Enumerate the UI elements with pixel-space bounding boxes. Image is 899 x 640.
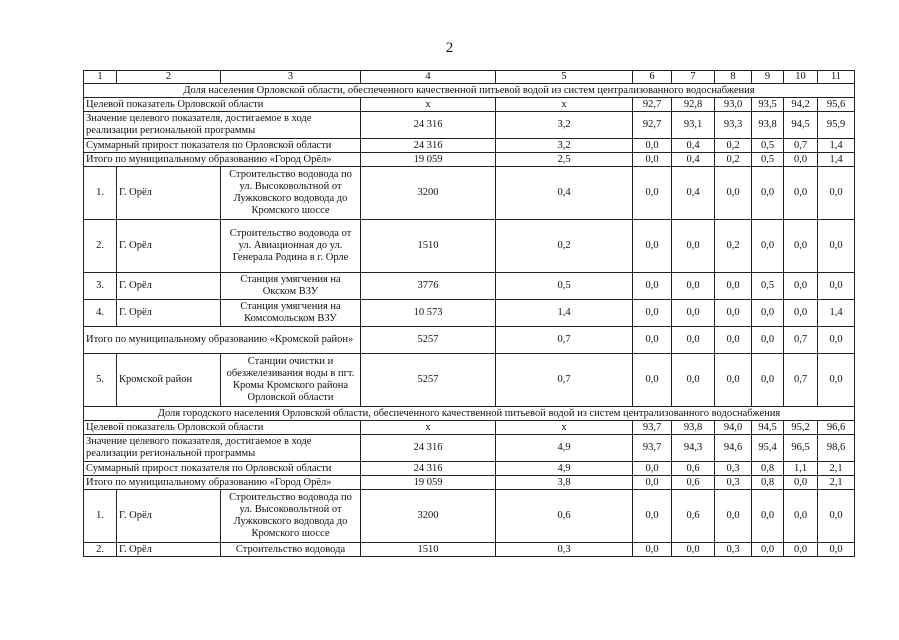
year-value-cell: 93,5 [752, 98, 784, 112]
column-number: 1 [84, 71, 117, 84]
value-cell-4: 3200 [361, 167, 496, 220]
year-value-cell: 0,0 [633, 139, 672, 153]
year-value-cell: 93,7 [633, 435, 672, 462]
value-cell-5: 0,7 [496, 327, 633, 354]
value-cell-5: х [496, 421, 633, 435]
year-value-cell: 0,0 [784, 273, 818, 300]
value-cell-4: 24 316 [361, 139, 496, 153]
row-label: Итого по муниципальному образованию «Город Орёл» [84, 476, 361, 490]
year-value-cell: 95,9 [818, 112, 855, 139]
value-cell-4: 24 316 [361, 435, 496, 462]
item-number: 2. [84, 220, 117, 273]
value-cell-5: 3,2 [496, 112, 633, 139]
row-label: Целевой показатель Орловской области [84, 421, 361, 435]
year-value-cell: 0,0 [784, 543, 818, 557]
page-number: 2 [445, 40, 454, 56]
column-number: 9 [752, 71, 784, 84]
row-label: Итого по муниципальному образованию «Кромской район» [84, 327, 361, 354]
year-value-cell: 0,3 [715, 543, 752, 557]
section-title: Доля населения Орловской области, обеспеченного качественной питьевой водой из систем централизованного водоснабжения [84, 84, 855, 98]
column-number: 6 [633, 71, 672, 84]
year-value-cell: 0,0 [784, 476, 818, 490]
year-value-cell: 0,4 [672, 167, 715, 220]
year-value-cell: 0,0 [633, 153, 672, 167]
item-place: Г. Орёл [117, 273, 221, 300]
item-number: 3. [84, 273, 117, 300]
item-row [84, 354, 855, 407]
year-value-cell: 0,0 [818, 327, 855, 354]
row-label: Суммарный прирост показателя по Орловской области [84, 462, 361, 476]
value-cell-4: 5257 [361, 327, 496, 354]
item-place: Г. Орёл [117, 220, 221, 273]
year-value-cell: 0,0 [784, 153, 818, 167]
year-value-cell: 0,0 [715, 327, 752, 354]
year-value-cell: 0,0 [752, 220, 784, 273]
value-cell-4: 3200 [361, 490, 496, 543]
year-value-cell: 0,0 [784, 490, 818, 543]
year-value-cell: 0,0 [784, 220, 818, 273]
value-cell-5: 4,9 [496, 462, 633, 476]
year-value-cell: 94,3 [672, 435, 715, 462]
year-value-cell: 0,3 [715, 462, 752, 476]
year-value-cell: 0,0 [752, 167, 784, 220]
year-value-cell: 0,0 [633, 490, 672, 543]
year-value-cell: 0,0 [715, 167, 752, 220]
year-value-cell: 0,0 [715, 354, 752, 407]
year-value-cell: 95,2 [784, 421, 818, 435]
summary-row [84, 98, 855, 112]
year-value-cell: 94,2 [784, 98, 818, 112]
year-value-cell: 93,8 [752, 112, 784, 139]
section-header-row [84, 84, 855, 98]
year-value-cell: 93,0 [715, 98, 752, 112]
row-label: Итого по муниципальному образованию «Город Орёл» [84, 153, 361, 167]
year-value-cell: 0,4 [672, 153, 715, 167]
item-number: 4. [84, 300, 117, 327]
year-value-cell: 95,6 [818, 98, 855, 112]
year-value-cell: 0,0 [752, 327, 784, 354]
year-value-cell: 94,6 [715, 435, 752, 462]
year-value-cell: 93,1 [672, 112, 715, 139]
year-value-cell: 0,0 [633, 327, 672, 354]
year-value-cell: 1,4 [818, 300, 855, 327]
row-label: Значение целевого показателя, достигаемое в ходе реализации региональной программы [84, 435, 361, 462]
year-value-cell: 0,0 [818, 273, 855, 300]
year-value-cell: 0,0 [672, 327, 715, 354]
year-value-cell: 96,6 [818, 421, 855, 435]
year-value-cell: 0,0 [672, 300, 715, 327]
value-cell-5: 0,5 [496, 273, 633, 300]
value-cell-4: х [361, 98, 496, 112]
value-cell-4: 1510 [361, 543, 496, 557]
year-value-cell: 0,0 [752, 354, 784, 407]
year-value-cell: 0,7 [784, 354, 818, 407]
year-value-cell: 0,0 [818, 167, 855, 220]
row-label: Целевой показатель Орловской области [84, 98, 361, 112]
value-cell-4: 24 316 [361, 462, 496, 476]
year-value-cell: 0,2 [715, 139, 752, 153]
year-value-cell: 0,0 [818, 220, 855, 273]
year-value-cell: 0,8 [752, 462, 784, 476]
summary-row [84, 462, 855, 476]
item-row [84, 490, 855, 543]
year-value-cell: 0,0 [633, 543, 672, 557]
item-row [84, 300, 855, 327]
year-value-cell: 0,0 [818, 354, 855, 407]
section-title: Доля городского населения Орловской области, обеспеченного качественной питьевой водой из систем централизованного водоснабжения [84, 407, 855, 421]
item-number: 1. [84, 167, 117, 220]
year-value-cell: 0,6 [672, 476, 715, 490]
year-value-cell: 92,8 [672, 98, 715, 112]
year-value-cell: 92,7 [633, 112, 672, 139]
item-description: Строительство водовода по ул. Высоковольтной от Лужковского водовода до Кромского шоссе [221, 490, 361, 543]
year-value-cell: 0,0 [633, 300, 672, 327]
value-cell-4: х [361, 421, 496, 435]
row-label: Значение целевого показателя, достигаемое в ходе реализации региональной программы [84, 112, 361, 139]
value-cell-5: 1,4 [496, 300, 633, 327]
item-place: Г. Орёл [117, 300, 221, 327]
year-value-cell: 0,0 [784, 300, 818, 327]
summary-row [84, 139, 855, 153]
year-value-cell: 0,2 [715, 153, 752, 167]
item-number: 5. [84, 354, 117, 407]
year-value-cell: 93,8 [672, 421, 715, 435]
value-cell-5: 4,9 [496, 435, 633, 462]
summary-row [84, 153, 855, 167]
item-description: Строительство водовода по ул. Высоковольтной от Лужковского водовода до Кромского шоссе [221, 167, 361, 220]
year-value-cell: 0,0 [633, 220, 672, 273]
value-cell-5: 2,5 [496, 153, 633, 167]
summary-row [84, 112, 855, 139]
column-number: 11 [818, 71, 855, 84]
year-value-cell: 0,0 [818, 490, 855, 543]
item-description: Станции очистки и обезжелезивания воды в пгт. Кромы Кромского района Орловской области [221, 354, 361, 407]
item-place: Кромской район [117, 354, 221, 407]
value-cell-5: 3,2 [496, 139, 633, 153]
item-description: Строительство водовода [221, 543, 361, 557]
year-value-cell: 0,5 [752, 153, 784, 167]
year-value-cell: 0,0 [715, 490, 752, 543]
year-value-cell: 1,4 [818, 153, 855, 167]
item-place: Г. Орёл [117, 490, 221, 543]
year-value-cell: 0,0 [715, 273, 752, 300]
item-place: Г. Орёл [117, 167, 221, 220]
year-value-cell: 2,1 [818, 476, 855, 490]
year-value-cell: 0,0 [752, 543, 784, 557]
item-row [84, 273, 855, 300]
value-cell-5: 0,6 [496, 490, 633, 543]
item-description: Строительство водовода от ул. Авиационная до ул. Генерала Родина в г. Орле [221, 220, 361, 273]
summary-row [84, 435, 855, 462]
year-value-cell: 98,6 [818, 435, 855, 462]
value-cell-5: 0,4 [496, 167, 633, 220]
year-value-cell: 2,1 [818, 462, 855, 476]
column-number: 10 [784, 71, 818, 84]
year-value-cell: 0,6 [672, 490, 715, 543]
value-cell-5: 3,8 [496, 476, 633, 490]
year-value-cell: 0,7 [784, 139, 818, 153]
year-value-cell: 0,0 [818, 543, 855, 557]
year-value-cell: 94,5 [784, 112, 818, 139]
year-value-cell: 0,7 [784, 327, 818, 354]
year-value-cell: 0,0 [715, 300, 752, 327]
year-value-cell: 94,0 [715, 421, 752, 435]
value-cell-5: 0,2 [496, 220, 633, 273]
value-cell-4: 19 059 [361, 476, 496, 490]
column-number: 5 [496, 71, 633, 84]
value-cell-4: 10 573 [361, 300, 496, 327]
column-number-row [84, 71, 855, 84]
year-value-cell: 96,5 [784, 435, 818, 462]
year-value-cell: 0,3 [715, 476, 752, 490]
year-value-cell: 0,8 [752, 476, 784, 490]
year-value-cell: 0,0 [633, 462, 672, 476]
summary-row [84, 327, 855, 354]
item-number: 1. [84, 490, 117, 543]
value-cell-4: 3776 [361, 273, 496, 300]
item-row [84, 220, 855, 273]
item-number: 2. [84, 543, 117, 557]
year-value-cell: 0,5 [752, 273, 784, 300]
year-value-cell: 0,4 [672, 139, 715, 153]
column-number: 8 [715, 71, 752, 84]
year-value-cell: 0,0 [633, 273, 672, 300]
item-place: Г. Орёл [117, 543, 221, 557]
year-value-cell: 0,0 [633, 167, 672, 220]
year-value-cell: 0,6 [672, 462, 715, 476]
row-label: Суммарный прирост показателя по Орловской области [84, 139, 361, 153]
value-cell-5: х [496, 98, 633, 112]
summary-row [84, 476, 855, 490]
year-value-cell: 0,0 [633, 476, 672, 490]
year-value-cell: 0,0 [752, 300, 784, 327]
year-value-cell: 0,0 [672, 354, 715, 407]
column-number: 7 [672, 71, 715, 84]
value-cell-4: 24 316 [361, 112, 496, 139]
year-value-cell: 0,0 [672, 220, 715, 273]
year-value-cell: 0,2 [715, 220, 752, 273]
year-value-cell: 0,0 [752, 490, 784, 543]
year-value-cell: 0,0 [672, 273, 715, 300]
item-description: Станция умягчения на Комсомольском ВЗУ [221, 300, 361, 327]
item-row [84, 543, 855, 557]
year-value-cell: 0,0 [784, 167, 818, 220]
column-number: 4 [361, 71, 496, 84]
data-table [83, 70, 855, 557]
item-description: Станция умягчения на Окском ВЗУ [221, 273, 361, 300]
column-number: 3 [221, 71, 361, 84]
year-value-cell: 0,0 [633, 354, 672, 407]
item-row [84, 167, 855, 220]
year-value-cell: 0,0 [672, 543, 715, 557]
year-value-cell: 93,7 [633, 421, 672, 435]
year-value-cell: 95,4 [752, 435, 784, 462]
value-cell-4: 5257 [361, 354, 496, 407]
year-value-cell: 1,1 [784, 462, 818, 476]
value-cell-5: 0,3 [496, 543, 633, 557]
year-value-cell: 93,3 [715, 112, 752, 139]
value-cell-5: 0,7 [496, 354, 633, 407]
year-value-cell: 92,7 [633, 98, 672, 112]
year-value-cell: 1,4 [818, 139, 855, 153]
year-value-cell: 0,5 [752, 139, 784, 153]
summary-row [84, 421, 855, 435]
year-value-cell: 94,5 [752, 421, 784, 435]
column-number: 2 [117, 71, 221, 84]
value-cell-4: 1510 [361, 220, 496, 273]
value-cell-4: 19 059 [361, 153, 496, 167]
section-header-row [84, 407, 855, 421]
